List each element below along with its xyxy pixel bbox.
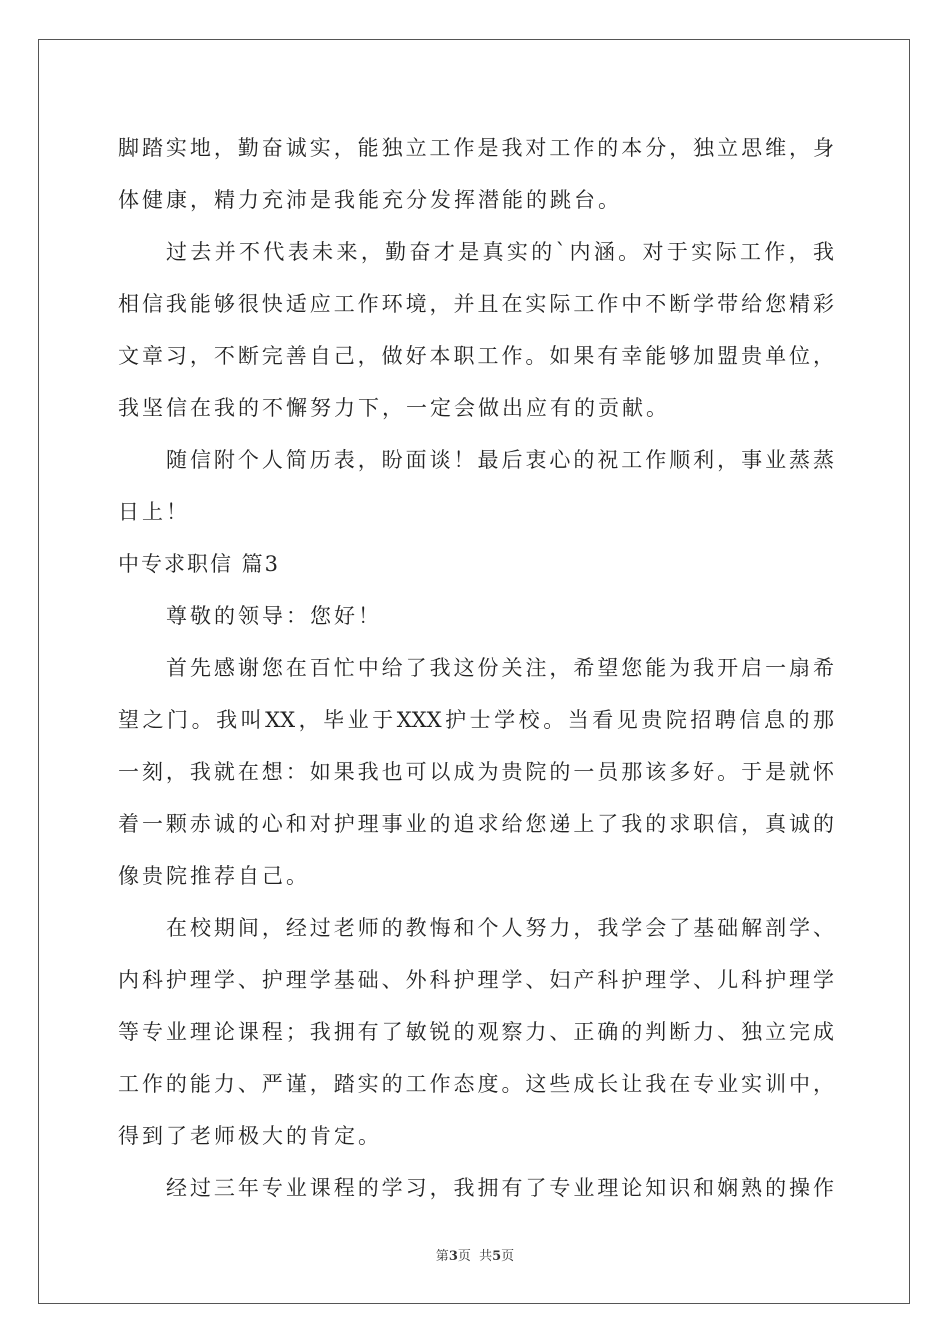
text-line-14: 着一颗赤诚的心和对护理事业的追求给您递上了我的求职信，真诚的 — [118, 812, 834, 836]
text-line-11: 首先感谢您在百忙中给了我这份关注，希望您能为我开启一扇希 — [166, 656, 834, 680]
text-line-8: 日上！ — [118, 500, 190, 524]
section-heading: 中专求职信 篇3 — [118, 552, 281, 576]
text-line-7: 随信附个人简历表，盼面谈！最后衷心的祝工作顺利，事业蒸蒸 — [166, 448, 834, 472]
page-prefix: 第 — [435, 1249, 449, 1264]
text-line-1: 脚踏实地，勤奋诚实，能独立工作是我对工作的本分，独立思维，身 — [118, 136, 834, 160]
page-suffix: 页 — [501, 1249, 515, 1264]
text-line-12: 望之门。我叫XX，毕业于XXX护士学校。当看见贵院招聘信息的那 — [118, 708, 834, 732]
text-line-5: 文章习，不断完善自己，做好本职工作。如果有幸能够加盟贵单位， — [118, 344, 834, 368]
text-line-19: 工作的能力、严谨，踏实的工作态度。这些成长让我在专业实训中， — [118, 1072, 834, 1096]
text-line-15: 像贵院推荐自己。 — [118, 864, 310, 888]
text-line-21: 经过三年专业课程的学习，我拥有了专业理论知识和娴熟的操作 — [166, 1176, 834, 1200]
text-line-16: 在校期间，经过老师的教悔和个人努力，我学会了基础解剖学、 — [166, 916, 834, 940]
text-line-18: 等专业理论课程；我拥有了敏锐的观察力、正确的判断力、独立完成 — [118, 1020, 834, 1044]
salutation: 尊敬的领导：您好！ — [166, 604, 382, 628]
text-line-17: 内科护理学、护理学基础、外科护理学、妇产科护理学、儿科护理学 — [118, 968, 834, 992]
page-number: 3 — [448, 1249, 458, 1264]
page-footer — [0, 1245, 950, 1264]
text-line-13: 一刻，我就在想：如果我也可以成为贵院的一员那该多好。于是就怀 — [118, 760, 834, 784]
page-mid: 页 共 — [457, 1249, 493, 1264]
text-line-20: 得到了老师极大的肯定。 — [118, 1124, 382, 1148]
text-line-3: 过去并不代表未来，勤奋才是真实的`内涵。对于实际工作，我 — [166, 240, 834, 264]
text-line-6: 我坚信在我的不懈努力下，一定会做出应有的贡献。 — [118, 396, 670, 420]
document-body — [118, 122, 834, 1214]
text-line-4: 相信我能够很快适应工作环境，并且在实际工作中不断学带给您精彩 — [118, 292, 834, 316]
text-line-2: 体健康，精力充沛是我能充分发挥潜能的跳台。 — [118, 188, 622, 212]
total-pages: 5 — [492, 1249, 502, 1264]
